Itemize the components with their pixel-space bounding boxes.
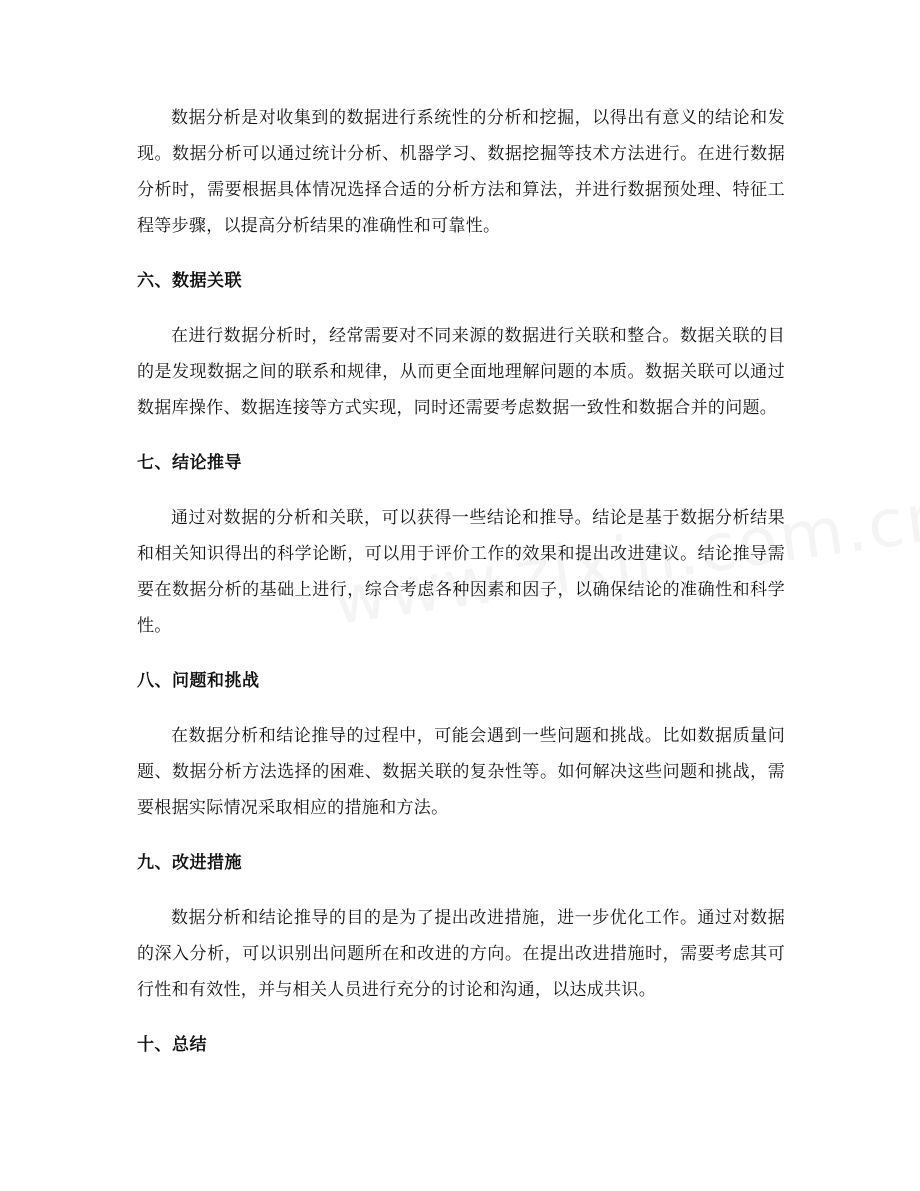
paragraph-problems-challenges: 在数据分析和结论推导的过程中，可能会遇到一些问题和挑战。比如数据质量问题、数据分析方法选择的困难、数据关联的复杂性等。如何解决这些问题和挑战，需要根据实际情况采取相应的措施和方法。 bbox=[137, 726, 785, 818]
paragraph-conclusion-derivation: 通过对数据的分析和关联，可以获得一些结论和推导。结论是基于数据分析结果和相关知识得出的科学论断，可以用于评价工作的效果和提出改进建议。结论推导需要在数据分析的基础上进行，综合考虑各种因素和因子，以确保结论的准确性和科学性。 bbox=[137, 508, 785, 636]
section-heading-10: 十、总结 bbox=[137, 1035, 207, 1055]
paragraph-improvement-measures: 数据分析和结论推导的目的是为了提出改进措施，进一步优化工作。通过对数据的深入分析，可以识别出问题所在和改进的方向。在提出改进措施时，需要考虑其可行性和有效性，并与相关人员进行充分的讨论和沟通，以达成共识。 bbox=[137, 908, 785, 1000]
section-heading-8: 八、问题和挑战 bbox=[137, 671, 260, 691]
paragraph-data-association: 在进行数据分析时，经常需要对不同来源的数据进行关联和整合。数据关联的目的是发现数据之间的联系和规律，从而更全面地理解问题的本质。数据关联可以通过数据库操作、数据连接等方式实现，同时还需要考虑数据一致性和数据合并的问题。 bbox=[137, 326, 785, 418]
section-heading-9: 九、改进措施 bbox=[137, 853, 242, 873]
section-heading-7: 七、结论推导 bbox=[137, 453, 242, 473]
paragraph-data-analysis: 数据分析是对收集到的数据进行系统性的分析和挖掘，以得出有意义的结论和发现。数据分析可以通过统计分析、机器学习、数据挖掘等技术方法进行。在进行数据分析时，需要根据具体情况选择合适的分析方法和算法，并进行数据预处理、特征工程等步骤，以提高分析结果的准确性和可靠性。 bbox=[137, 108, 785, 236]
section-heading-6: 六、数据关联 bbox=[137, 271, 242, 291]
document-body bbox=[137, 100, 785, 1057]
